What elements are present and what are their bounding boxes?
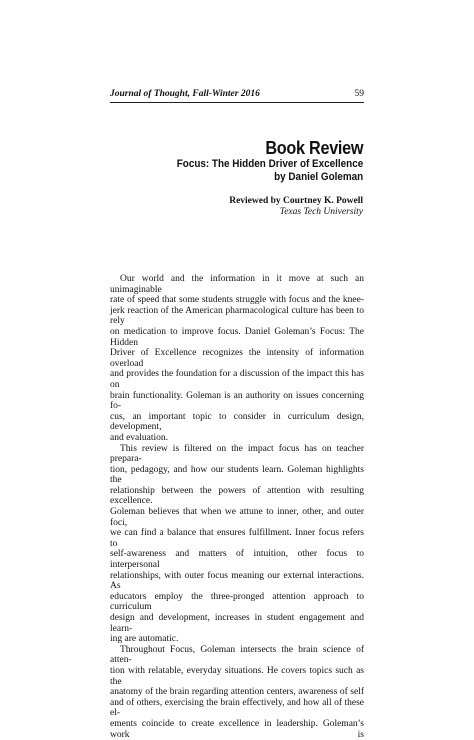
- text-line: tion, pedagogy, and how our students learn. Goleman highlights the: [110, 464, 364, 486]
- text-line: on medication to improve focus. Daniel Goleman’s Focus: The Hidden: [110, 326, 364, 348]
- text-line: design and development, increases in student engagement and learn-: [110, 613, 364, 634]
- text-line: anatomy of the brain regarding attention centers, awareness of self: [110, 687, 364, 698]
- text-line: tion with relatable, everyday situations. He covers topics such as the: [110, 665, 364, 687]
- text-line: Driver of Excellence recognizes the intensity of information overload: [110, 348, 364, 369]
- journal-title: Journal of Thought, Fall-Winter 2016: [110, 89, 260, 99]
- text-line: This review is filtered on the impact focus has on teacher prepara-: [110, 443, 364, 465]
- text-line: and provides the foundation for a discussion of the impact this has on: [110, 369, 364, 390]
- review-title-block: [156, 138, 363, 218]
- text-line: jerk reaction of the American pharmacological culture has been to rely: [110, 305, 364, 327]
- book-author: by Daniel Goleman: [273, 171, 363, 183]
- text-line: brain functionality. Goleman is an authority on issues concerning fo-: [110, 390, 364, 412]
- text-line: cus, an important topic to consider in curriculum design, development,: [110, 411, 364, 433]
- text-line: and of others, exercising the brain effectively, and how all of these el-: [110, 697, 364, 719]
- text-line: we can find a balance that ensures fulfillment. Inner focus refers to: [110, 528, 364, 549]
- page-number: 59: [354, 89, 364, 99]
- reviewer-affiliation: Texas Tech University: [279, 207, 363, 217]
- paragraph-1: [110, 274, 364, 444]
- text-line: self-awareness and matters of intuition, other focus to interpersonal: [110, 549, 364, 571]
- review-body: [110, 274, 364, 740]
- text-line: ing are automatic.: [110, 634, 179, 645]
- reviewer-name: Reviewed by Courtney K. Powell: [229, 196, 363, 206]
- book-title: Focus: The Hidden Driver of Excellence: [176, 158, 363, 170]
- paragraph-3: [110, 645, 364, 740]
- text-line: and evaluation.: [110, 432, 169, 443]
- text-line: Throughout Focus, Goleman intersects the brain science of atten-: [110, 644, 364, 666]
- text-line: educators employ the three-pronged attention approach to curriculum: [110, 591, 364, 613]
- text-line: relationships, with outer focus meaning our external interactions. As: [110, 570, 364, 592]
- review-heading: Book Review: [265, 138, 363, 158]
- text-line: Our world and the information in it move at such an unimaginable: [110, 274, 364, 295]
- text-line: rate of speed that some students struggle with focus and the knee-: [110, 295, 364, 306]
- text-line: Goleman believes that when we attune to inner, other, and outer foci,: [110, 507, 364, 528]
- text-line: relationship between the powers of attention with resulting excellence.: [110, 485, 364, 507]
- running-header: [110, 89, 364, 103]
- paragraph-2: [110, 444, 364, 645]
- text-line: ements coincide to create excellence in leadership. Goleman’s work is: [110, 718, 364, 740]
